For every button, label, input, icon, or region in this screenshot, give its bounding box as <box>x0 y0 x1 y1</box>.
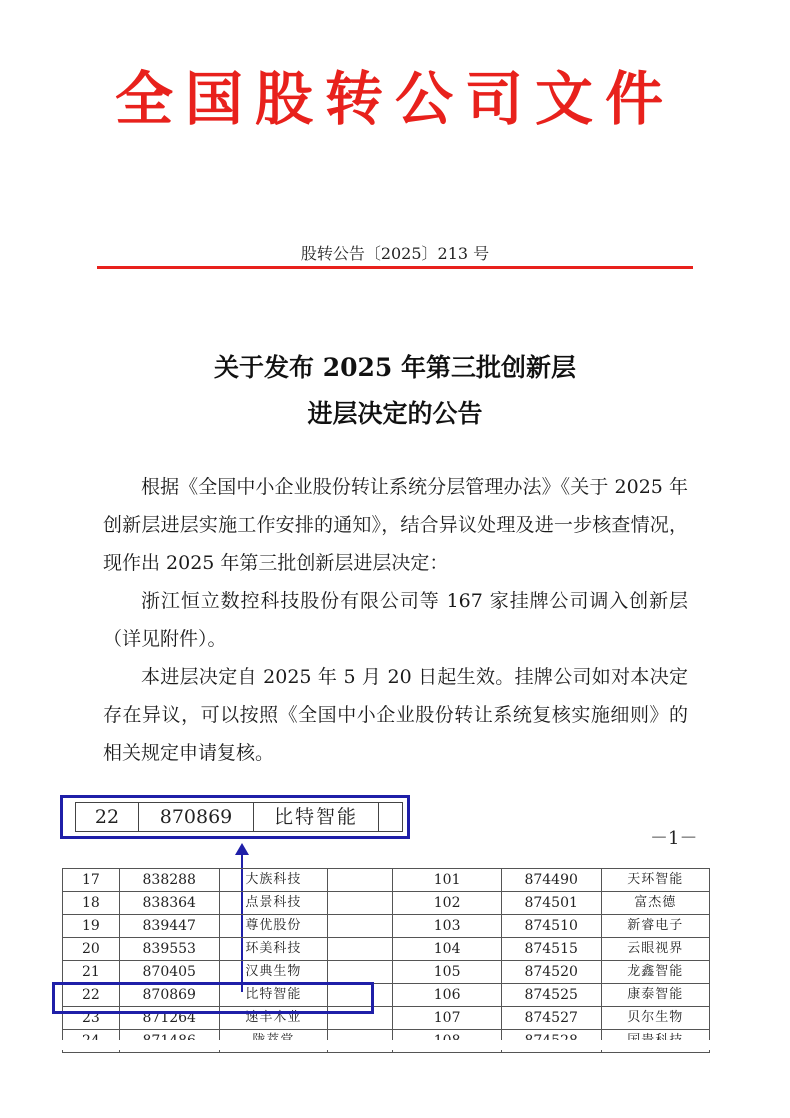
zoomed-row-code: 870869 <box>138 802 254 832</box>
table-cell-n1: 20 <box>63 938 120 961</box>
page-number: －1－ <box>650 828 698 849</box>
table-cell-n2: 107 <box>393 1007 501 1030</box>
table-row <box>63 892 710 915</box>
body-paragraph-2: 浙江恒立数控科技股份有限公司等 167 家挂牌公司调入创新层（详见附件）。 <box>103 590 688 650</box>
body-paragraph-3: 本进层决定自 2025 年 5 月 20 日起生效。挂牌公司如对本决定存在异议，可以按照《全国中小企业股份转让系统复核实施细则》的相关规定申请复核。 <box>103 666 688 764</box>
company-list-table <box>62 868 710 1053</box>
table-cell-name1: 尊优股份 <box>219 915 327 938</box>
body-paragraph-1: 根据《全国中小企业股份转让系统分层管理办法》《关于 2025 年创新层进层实施工作安排的通知》，结合异议处理及进一步核查情况，现作出 2025 年第三批创新层进层决定： <box>103 476 688 574</box>
table-cell-n1: 23 <box>63 1007 120 1030</box>
table-cell-c1: 839447 <box>119 915 219 938</box>
masthead-title: 全国股转公司文件 <box>114 65 675 133</box>
document-number: 股转公告〔2025〕213 号 <box>300 244 490 263</box>
table-cell-name1: 速丰木业 <box>219 1007 327 1030</box>
table-cell-name2: 云眼视界 <box>601 938 709 961</box>
table-cell-c1: 871264 <box>119 1007 219 1030</box>
zoomed-row-empty-cell <box>378 802 403 832</box>
table-cell-name1: 比特智能 <box>219 984 327 1007</box>
table-cell-name2: 天环智能 <box>601 869 709 892</box>
table-cell-n1: 18 <box>63 892 120 915</box>
table-row <box>63 938 710 961</box>
table-cell-c2: 874490 <box>501 869 601 892</box>
table-cell-name2: 富杰德 <box>601 892 709 915</box>
table-cell-spacer <box>328 892 393 915</box>
table-cell-c2: 874525 <box>501 984 601 1007</box>
table-cell-n2: 102 <box>393 892 501 915</box>
table-cell-name1: 大族科技 <box>219 869 327 892</box>
table-cell-c2: 874501 <box>501 892 601 915</box>
announcement-title <box>0 345 790 437</box>
table-cell-spacer <box>328 938 393 961</box>
title-line-2: 进层决定的公告 <box>307 399 483 428</box>
table-cell-n1: 22 <box>63 984 120 1007</box>
table-cell-n2: 101 <box>393 869 501 892</box>
zoomed-row-name: 比特智能 <box>253 802 379 832</box>
table-cell-spacer <box>328 869 393 892</box>
table-cell-c1: 870869 <box>119 984 219 1007</box>
table-cell-name1: 点景科技 <box>219 892 327 915</box>
table-cell-n1: 21 <box>63 961 120 984</box>
table-row <box>63 869 710 892</box>
table-cell-c1: 838364 <box>119 892 219 915</box>
table-cell-c2: 874520 <box>501 961 601 984</box>
table-cell-c1: 838288 <box>119 869 219 892</box>
table-cell-name2: 康泰智能 <box>601 984 709 1007</box>
red-divider-line <box>97 266 693 269</box>
table-cell-name1: 汉典生物 <box>219 961 327 984</box>
table-crop-edge <box>62 1040 710 1050</box>
table-row <box>63 915 710 938</box>
table-cell-n2: 105 <box>393 961 501 984</box>
highlight-box <box>52 982 374 1014</box>
table-cell-spacer <box>328 961 393 984</box>
company-list-table-excerpt <box>62 872 710 1048</box>
table-cell-n1: 19 <box>63 915 120 938</box>
table-cell-c1: 870405 <box>119 961 219 984</box>
table-cell-n2: 106 <box>393 984 501 1007</box>
table-cell-name1: 环美科技 <box>219 938 327 961</box>
zoomed-row-number: 22 <box>75 802 139 832</box>
table-row <box>63 961 710 984</box>
zoomed-highlight-row <box>60 795 410 839</box>
table-cell-c2: 874515 <box>501 938 601 961</box>
table-cell-name2: 新睿电子 <box>601 915 709 938</box>
table-cell-name2: 贝尔生物 <box>601 1007 709 1030</box>
title-line-1: 关于发布 2025 年第三批创新层 <box>214 353 576 382</box>
table-cell-n1: 17 <box>63 869 120 892</box>
table-cell-c2: 874527 <box>501 1007 601 1030</box>
table-cell-n2: 104 <box>393 938 501 961</box>
table-cell-c2: 874510 <box>501 915 601 938</box>
table-cell-n2: 103 <box>393 915 501 938</box>
table-cell-c1: 839553 <box>119 938 219 961</box>
table-cell-name2: 龙鑫智能 <box>601 961 709 984</box>
table-cell-spacer <box>328 915 393 938</box>
